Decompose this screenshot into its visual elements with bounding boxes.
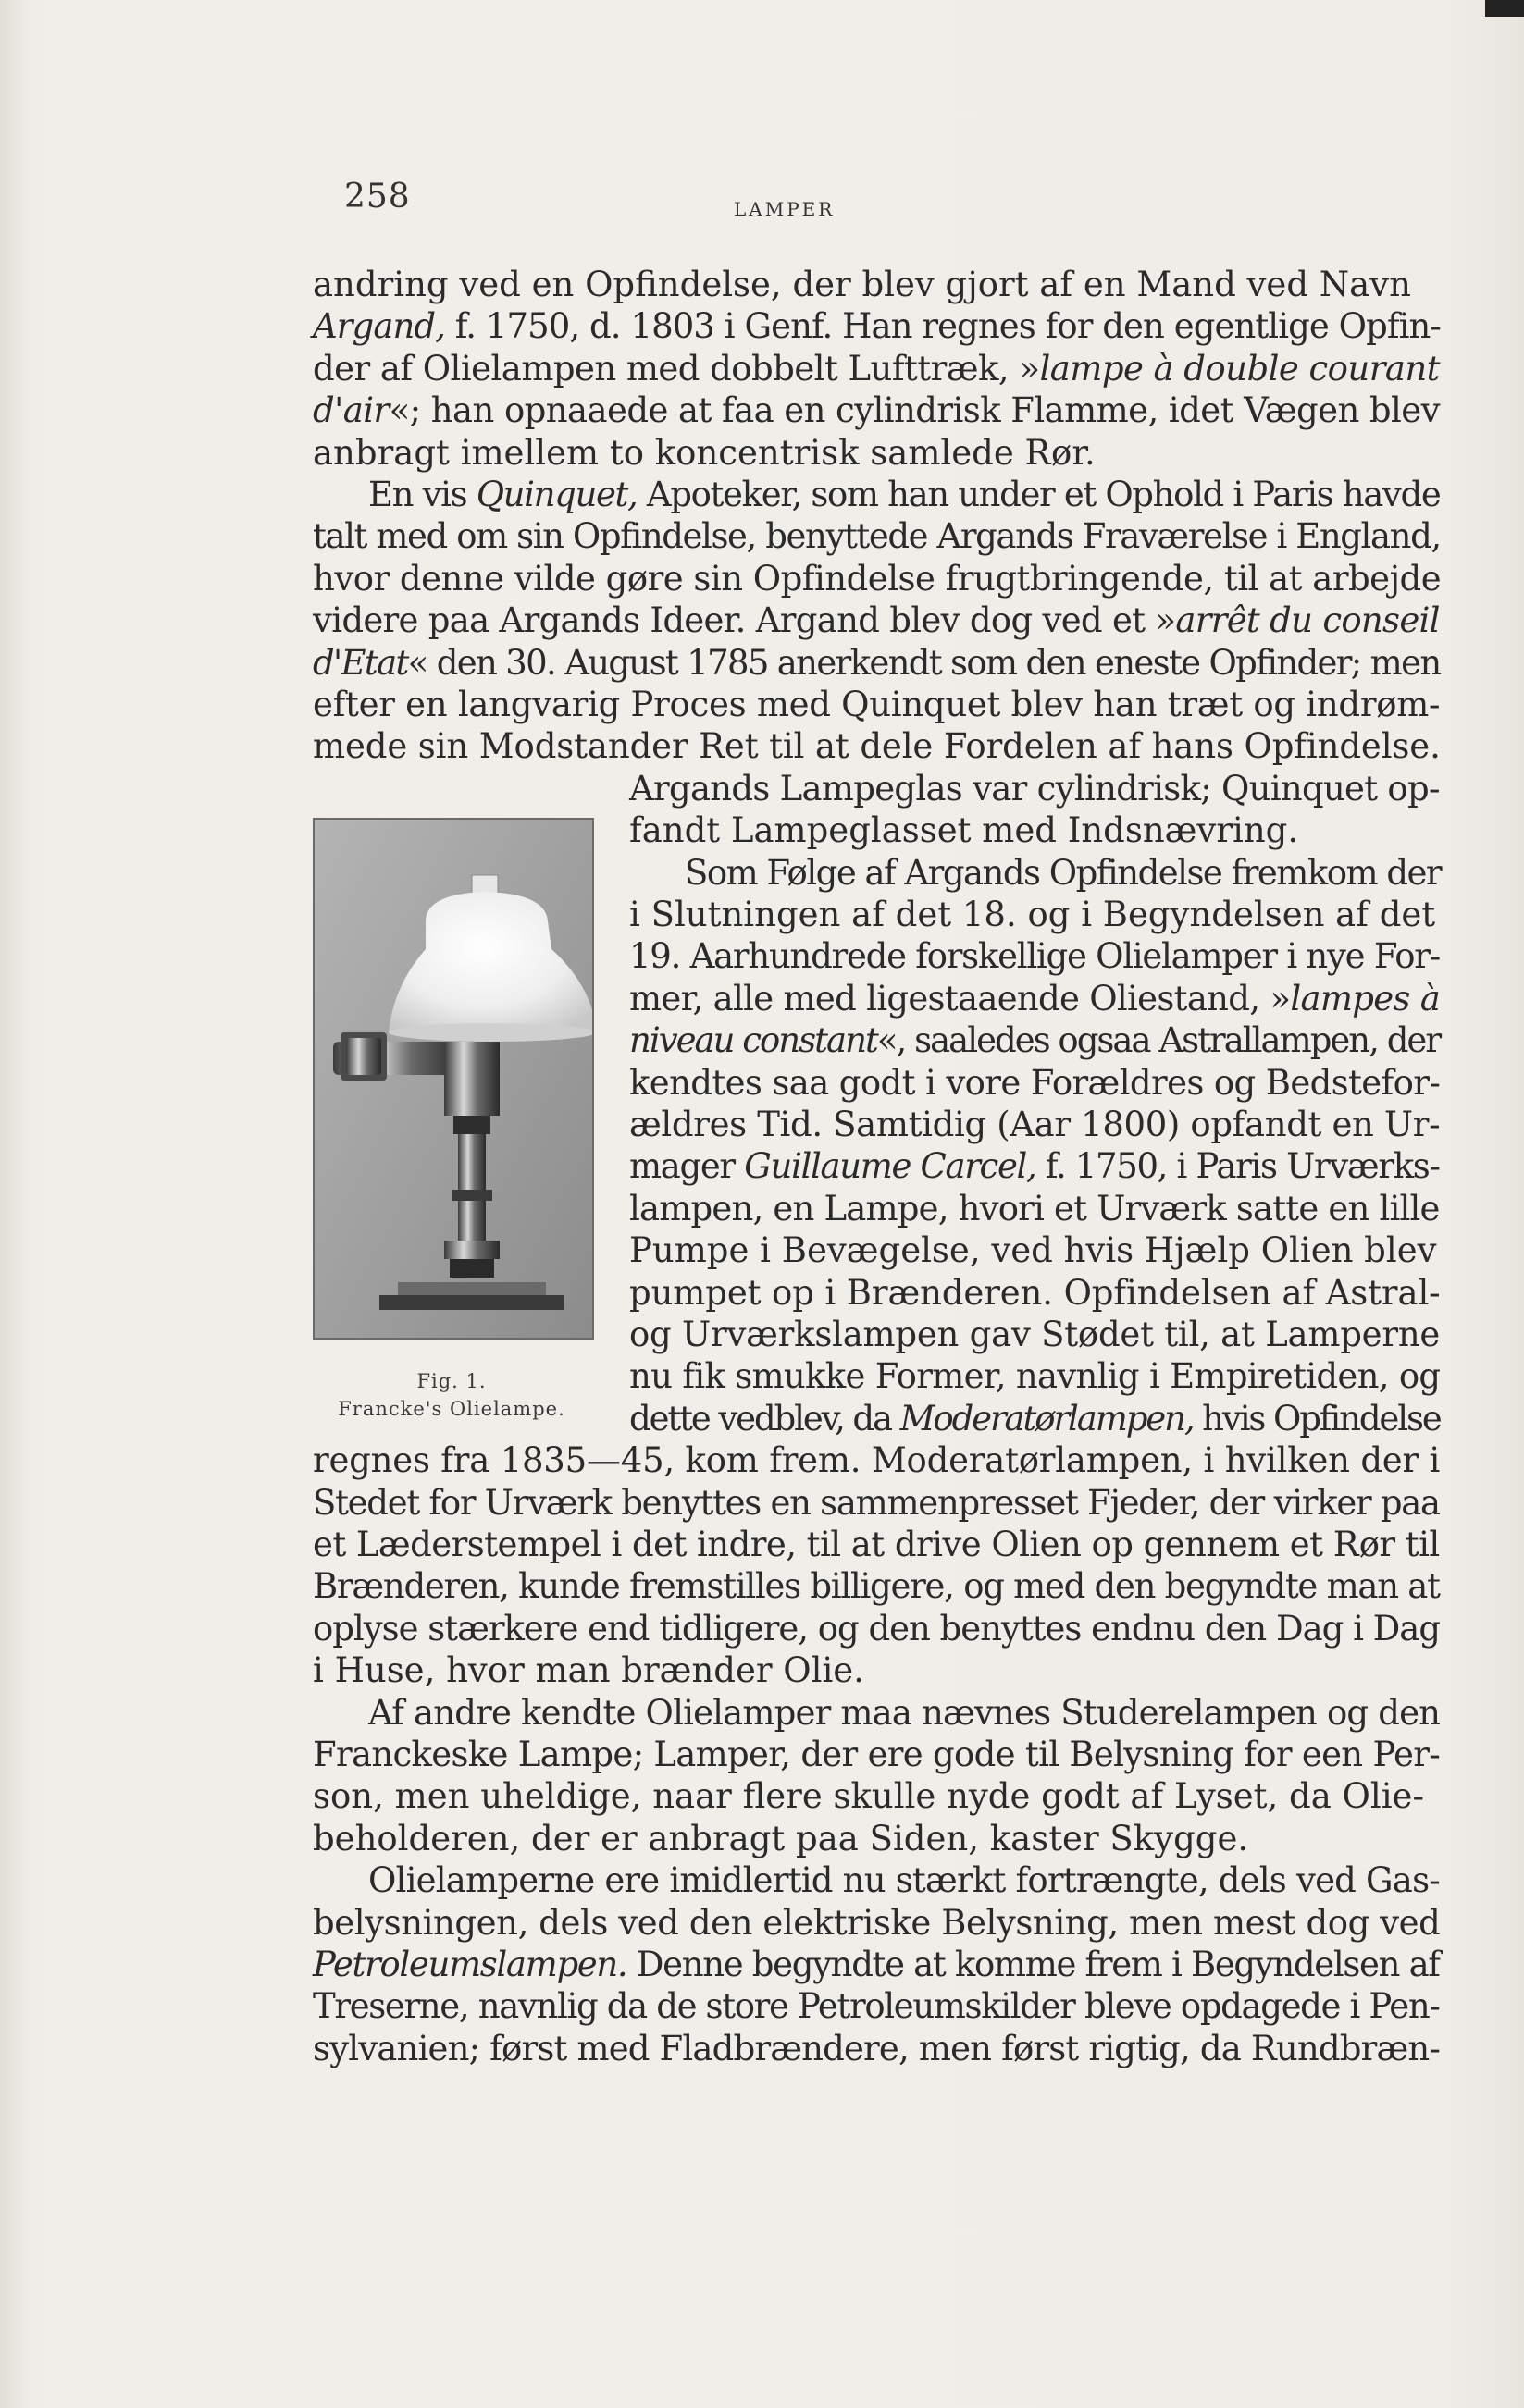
text-segment: dette vedblev, da <box>629 1399 900 1439</box>
text-line <box>313 1819 1248 1859</box>
text-segment: 19. Aarhundrede forskellige Olielamper i nye For- <box>629 936 1440 976</box>
text-line <box>629 1105 1440 1145</box>
page-number: 258 <box>344 178 411 216</box>
figure-caption <box>296 1367 607 1423</box>
text-line <box>629 979 1440 1019</box>
text-segment: f. 1750, i Paris Urværks- <box>1035 1146 1440 1186</box>
text-line <box>313 1609 1440 1649</box>
text-line <box>629 1399 1440 1439</box>
text-line <box>313 1776 1424 1817</box>
text-segment: Stedet for Urværk benyttes en sammenpresset Fjeder, der virker paa <box>313 1483 1440 1523</box>
text-segment: oplyse stærkere end tidligere, og den benyttes endnu den Dag i Dag <box>313 1609 1441 1649</box>
italic-segment: lampe à double courant <box>1039 349 1440 389</box>
text-segment: anbragt imellem to koncentrisk samlede Rør. <box>313 433 1096 473</box>
text-segment: Treserne, navnlig da de store Petroleumskilder bleve opdagede i Pen- <box>313 1986 1440 2026</box>
text-segment: i Slutningen af det 18. og i Begyndelsen af det <box>629 895 1436 934</box>
text-segment: Brænderen, kunde fremstilles billigere, og med den begyndte man at <box>313 1566 1440 1606</box>
text-segment: «, saaledes ogsaa Astrallampen, der <box>876 1020 1441 1060</box>
text-segment: hvor denne vilde gøre sin Opfindelse frugtbringende, til at arbejde <box>313 559 1442 599</box>
text-line <box>629 1189 1440 1229</box>
oil-lamp-photo <box>315 820 592 1338</box>
text-segment: f. 1750, d. 1803 i Genf. Han regnes for den egentlige Opfin- <box>444 306 1442 346</box>
running-head: LAMPER <box>734 198 836 220</box>
text-segment: talt med om sin Opfindelse, benyttede Argands Fraværelse i England, <box>313 516 1441 556</box>
text-segment: «; han opnaaede at faa en cylindrisk Flamme, idet Vægen blev <box>389 390 1440 430</box>
text-line <box>629 1315 1440 1355</box>
text-line <box>629 895 1435 935</box>
text-segment: fandt Lampeglasset med Indsnævring. <box>629 810 1299 850</box>
text-segment: Apoteker, som han under et Ophold i Paris havde <box>637 475 1441 514</box>
text-segment: pumpet op i Brænderen. Opfindelsen af Astral- <box>629 1273 1441 1313</box>
text-segment: lampen, en Lampe, hvori et Urværk satte en lille <box>629 1189 1440 1229</box>
italic-segment: niveau constant <box>629 1020 877 1060</box>
text-line <box>313 516 1440 557</box>
text-segment: Som Følge af Argands Opfindelse fremkom der <box>685 853 1442 893</box>
text-segment: Olielamperne ere imidlertid nu stærkt fortrængte, dels ved Gas- <box>368 1860 1440 1900</box>
italic-segment: Petroleumslampen. <box>313 1945 627 1984</box>
text-segment: son, men uheldige, naar flere skulle nyde godt af Lyset, da Olie- <box>313 1776 1424 1816</box>
text-line <box>313 1440 1440 1481</box>
italic-segment: d'air <box>313 390 390 430</box>
text-segment: kendtes saa godt i vore Forældres og Bedstefor- <box>629 1063 1441 1103</box>
text-segment: « den 30. August 1785 anerkendt som den eneste Opfinder; men <box>407 643 1441 683</box>
italic-segment: Argand, <box>313 306 445 346</box>
text-line <box>629 1273 1440 1314</box>
text-segment: der af Olielampen med dobbelt Lufttræk, » <box>313 349 1040 389</box>
text-segment: ældres Tid. Samtidig (Aar 1800) opfandt en Ur- <box>629 1105 1441 1144</box>
text-segment: mede sin Modstander Ret til at dele Fordelen af hans Opfindelse. <box>313 726 1441 766</box>
text-line <box>313 685 1440 725</box>
text-line <box>629 1020 1440 1061</box>
text-segment: andring ved en Opfindelse, der blev gjort af en Mand ved Navn <box>313 265 1411 304</box>
lamp-illustration <box>313 818 594 1340</box>
text-line <box>368 475 1440 515</box>
text-segment: Pumpe i Bevægelse, ved hvis Hjælp Olien blev <box>629 1230 1437 1270</box>
text-line <box>629 810 1298 851</box>
text-segment: Af andre kendte Olielamper maa nævnes Studerelampen og den <box>368 1693 1441 1733</box>
text-line <box>313 643 1440 684</box>
text-line <box>313 1986 1440 2027</box>
text-line <box>368 1693 1440 1734</box>
italic-segment: d'Etat <box>313 643 408 683</box>
text-segment: videre paa Argands Ideer. Argand blev dog ved et » <box>313 600 1176 640</box>
text-segment: regnes fra 1835—45, kom frem. Moderatørlampen, i hvilken der i <box>313 1440 1441 1480</box>
text-segment: Denne begyndte at komme frem i Begyndelsen af <box>626 1945 1440 1984</box>
text-line <box>313 306 1440 347</box>
text-line <box>313 1483 1440 1524</box>
text-line <box>629 936 1440 977</box>
text-line <box>313 265 1411 305</box>
text-segment: mer, alle med ligestaaende Oliestand, » <box>629 979 1291 1019</box>
figure-title: Francke's Olielampe. <box>338 1398 565 1420</box>
text-line <box>313 1735 1440 1775</box>
text-line <box>685 853 1440 894</box>
text-segment: beholderen, der er anbragt paa Siden, kaster Skygge. <box>313 1819 1249 1858</box>
text-segment: sylvanien; først med Fladbrændere, men først rigtig, da Rundbræn- <box>313 2029 1441 2068</box>
italic-segment: lampes à <box>1290 979 1441 1019</box>
text-line <box>313 559 1440 599</box>
text-segment: et Læderstempel i det indre, til at drive Olien op gennem et Rør til <box>313 1525 1440 1564</box>
text-line <box>313 2029 1440 2069</box>
text-line <box>368 1860 1440 1901</box>
italic-segment: Quinquet, <box>476 475 638 514</box>
text-line <box>313 390 1440 431</box>
text-line <box>313 726 1440 767</box>
text-segment: i Huse, hvor man brænder Olie. <box>313 1650 864 1690</box>
italic-segment: Guillaume Carcel, <box>744 1146 1036 1186</box>
text-segment: belysningen, dels ved den elektriske Belysning, men mest dog ved <box>313 1903 1441 1943</box>
text-line <box>313 433 1096 474</box>
text-line <box>313 600 1440 641</box>
text-line <box>313 1945 1440 1985</box>
text-line <box>629 1230 1437 1271</box>
text-segment: mager <box>629 1146 745 1186</box>
text-line <box>629 1146 1440 1187</box>
text-line <box>629 1356 1440 1397</box>
text-line <box>313 1903 1440 1944</box>
text-line <box>629 1063 1440 1104</box>
text-line <box>313 1525 1440 1565</box>
text-line <box>313 1566 1440 1607</box>
text-segment: nu fik smukke Former, navnlig i Empiretiden, og <box>629 1356 1441 1396</box>
figure-number: Fig. 1. <box>416 1370 487 1392</box>
text-segment: En vis <box>368 475 477 514</box>
text-line <box>313 1650 864 1691</box>
text-segment: efter en langvarig Proces med Quinquet blev han træt og indrøm- <box>313 685 1441 724</box>
text-line <box>313 349 1440 389</box>
text-line <box>629 769 1440 809</box>
text-segment: hvis Opfindelse <box>1193 1399 1441 1439</box>
scan-corner-mark <box>1485 0 1524 17</box>
italic-segment: Moderatørlampen, <box>899 1399 1194 1439</box>
text-segment: Argands Lampeglas var cylindrisk; Quinquet op- <box>629 769 1440 809</box>
italic-segment: arrêt du conseil <box>1175 600 1440 640</box>
text-segment: Franckeske Lampe; Lamper, der ere gode til Belysning for een Per- <box>313 1735 1441 1774</box>
text-segment: og Urværkslampen gav Stødet til, at Lamperne <box>629 1315 1441 1354</box>
